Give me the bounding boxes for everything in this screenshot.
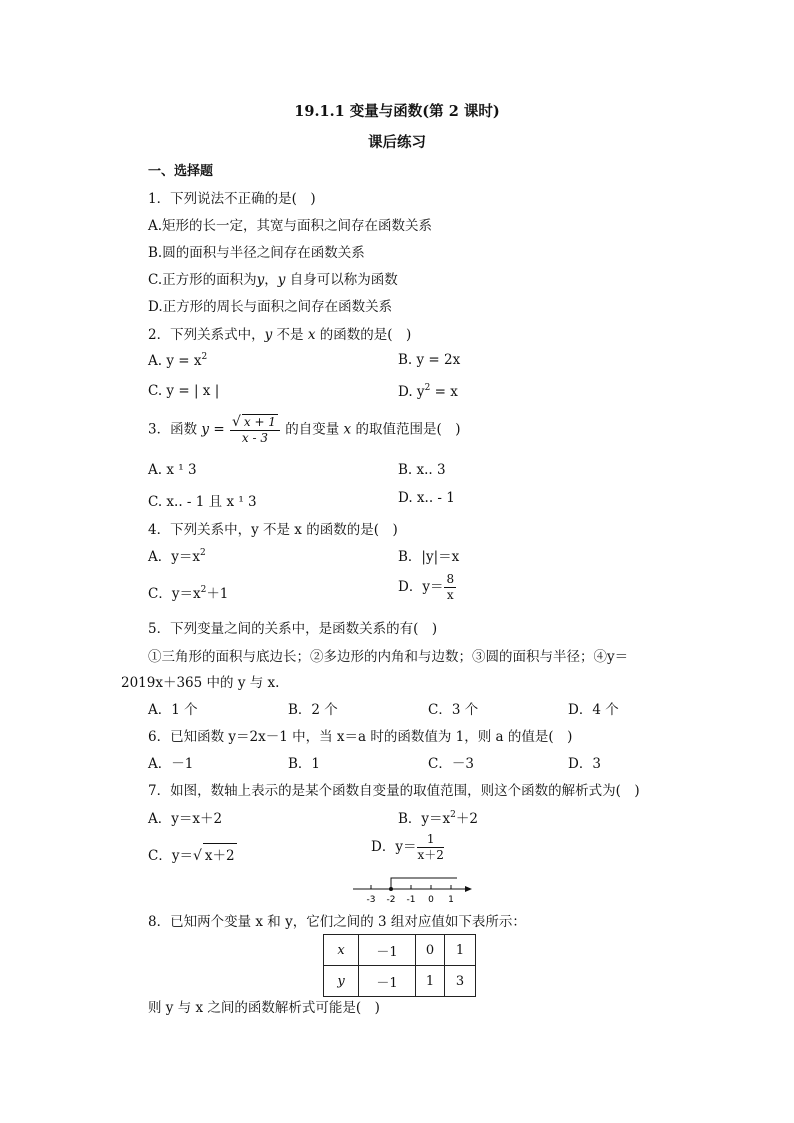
q5-option-a: A．1 个: [148, 702, 198, 718]
q4-d-denominator: x: [446, 588, 454, 602]
q7-d-fraction: [417, 832, 443, 863]
table-cell: 0: [416, 935, 445, 966]
table-cell: y: [324, 966, 359, 997]
tick-label: -1: [406, 895, 416, 905]
q7-option-c: [148, 843, 237, 864]
q4-c-text: C．y＝x: [148, 586, 201, 602]
q1-stem: 1．下列说法不正确的是( ): [148, 191, 316, 207]
q7-d-text: D．y＝: [371, 839, 417, 855]
q3-option-c: C. x.. - 1 且 x ¹ 3: [148, 494, 257, 510]
q2-option-a: [148, 352, 207, 369]
tick-label: 1: [448, 895, 454, 905]
q7-option-a: A．y＝x＋2: [148, 811, 223, 827]
q3-stem-post: 的自变量: [280, 421, 344, 438]
q4-a-exp: 2: [200, 548, 206, 558]
q4-option-c: [148, 582, 228, 602]
q4-stem: 4．下列关系中，y 不是 x 的函数的是( ): [148, 522, 398, 538]
q1-c-pre: C.正方形的面积为: [148, 272, 257, 288]
table-cell: 1: [416, 966, 445, 997]
number-line-figure: [345, 872, 475, 906]
page-title: 19.1.1 变量与函数(第 2 课时): [294, 103, 500, 120]
range-indicator: [391, 878, 457, 889]
q3-stem-eq: =: [209, 421, 229, 438]
q4-d-text: D．y＝: [398, 579, 444, 595]
q1-option-b: B.圆的面积与半径之间存在函数关系: [148, 245, 365, 261]
q7-c-radicand: x＋2: [203, 843, 237, 864]
q4-option-b: B．|y|＝x: [398, 549, 460, 565]
q7-d-numerator: 1: [417, 832, 443, 848]
q3-stem-y: y: [201, 421, 210, 438]
q6-option-d: D．3: [568, 756, 601, 772]
page-subtitle: 课后练习: [368, 134, 426, 151]
range-start-point: [389, 887, 393, 891]
q2-option-b: B. y = 2x: [398, 352, 461, 368]
q3-stem-pre: 3．函数: [148, 421, 202, 438]
q5-stem: 5．下列变量之间的关系中，是函数关系的有( ): [148, 621, 438, 637]
q8-value-table: [323, 934, 476, 997]
q1-c-var1: y: [256, 272, 265, 288]
q2-stem-pre: 2．下列关系式中，: [148, 327, 265, 343]
radical-sign: √: [231, 414, 241, 430]
q3-option-d: D. x.. - 1: [398, 490, 455, 506]
q2-a-exp: 2: [201, 352, 208, 362]
q7-option-d: [371, 832, 445, 863]
q6-option-a: A．－1: [148, 756, 194, 772]
q7-c-text: C．y＝: [148, 848, 193, 864]
q2-d-text: D. y: [398, 384, 425, 400]
q2-stem-y: y: [264, 327, 273, 343]
table-row: [324, 935, 476, 966]
table-cell: －1: [359, 966, 416, 997]
q1-c-mid: ，: [264, 272, 278, 288]
q5-option-c: C．3 个: [428, 702, 479, 718]
q3-stem: [148, 414, 461, 446]
table-cell: x: [324, 935, 359, 966]
q3-numerator: x + 1: [243, 415, 276, 429]
q4-c-post: ＋1: [206, 586, 229, 602]
table-cell: 3: [445, 966, 476, 997]
tick-label: 0: [428, 895, 434, 905]
q5-option-d: D．4 个: [568, 702, 619, 718]
q1-option-c: [148, 268, 398, 288]
q5-line1: ①三角形的面积与底边长；②多边形的内角和与边数；③圆的面积与半径；④y＝: [148, 649, 629, 665]
q3-option-b: B. x.. 3: [398, 462, 446, 478]
q4-c-exp: 2: [200, 585, 207, 595]
q5-option-b: B．2 个: [288, 702, 338, 718]
q2-stem: [148, 323, 411, 343]
q8-stem: 8．已知两个变量 x 和 y，它们之间的 3 组对应值如下表所示：: [148, 914, 526, 930]
q3-fraction: [230, 414, 280, 446]
q2-d-exp: 2: [424, 383, 431, 393]
q6-option-b: B．1: [288, 756, 321, 772]
q8-tail: 则 y 与 x 之间的函数解析式可能是( ): [148, 1000, 380, 1016]
number-line-arrow: [465, 886, 472, 892]
q4-d-fraction: [444, 572, 456, 603]
tick-label: -3: [366, 895, 376, 905]
q7-option-b: [398, 807, 478, 827]
q1-option-a: A.矩形的长一定，其宽与面积之间存在函数关系: [148, 218, 433, 234]
section-heading: 一、选择题: [148, 164, 214, 179]
q3-option-a: A. x ¹ 3: [148, 462, 197, 478]
q4-d-numerator: 8: [446, 572, 455, 586]
q7-b-text: B．y＝x: [398, 811, 451, 827]
q6-option-c: C．－3: [428, 756, 474, 772]
radical-sign: √: [192, 848, 202, 864]
table-cell: －1: [359, 935, 416, 966]
q7-b-exp: 2: [450, 810, 456, 820]
q1-option-d: D.正方形的周长与面积之间存在函数关系: [148, 299, 393, 315]
q2-option-c: C. y = | x |: [148, 383, 220, 399]
q7-b-post: ＋2: [455, 811, 478, 827]
q3-stem-end: 的取值范围是( ): [351, 421, 461, 438]
q2-stem-mid: 不是: [272, 327, 308, 343]
q2-option-d: [398, 383, 458, 400]
q3-denominator: x - 3: [241, 431, 268, 445]
q4-option-d: [398, 572, 457, 603]
q2-a-text: A. y = x: [148, 353, 202, 369]
q5-line2: 2019x＋365 中的 y 与 x.: [121, 675, 280, 691]
q1-c-var2: y: [277, 272, 286, 288]
q6-stem: 6．已知函数 y＝2x－1 中，当 x＝a 时的函数值为 1，则 a 的值是( ): [148, 729, 573, 745]
q2-stem-x: x: [307, 327, 316, 343]
q4-a-text: A．y＝x: [148, 549, 200, 565]
tick-label: -2: [386, 895, 396, 905]
q3-stem-x: x: [343, 421, 352, 438]
table-row: [324, 966, 476, 997]
q7-stem: 7．如图，数轴上表示的是某个函数自变量的取值范围，则这个函数的解析式为( ): [148, 783, 640, 799]
q4-option-a: [148, 545, 206, 565]
q1-c-post: 自身可以称为函数: [285, 272, 398, 288]
q7-d-denominator: x＋2: [417, 848, 444, 862]
table-cell: 1: [445, 935, 476, 966]
q2-stem-post: 的函数的是( ): [315, 327, 412, 343]
q2-d-post: = x: [430, 384, 458, 400]
